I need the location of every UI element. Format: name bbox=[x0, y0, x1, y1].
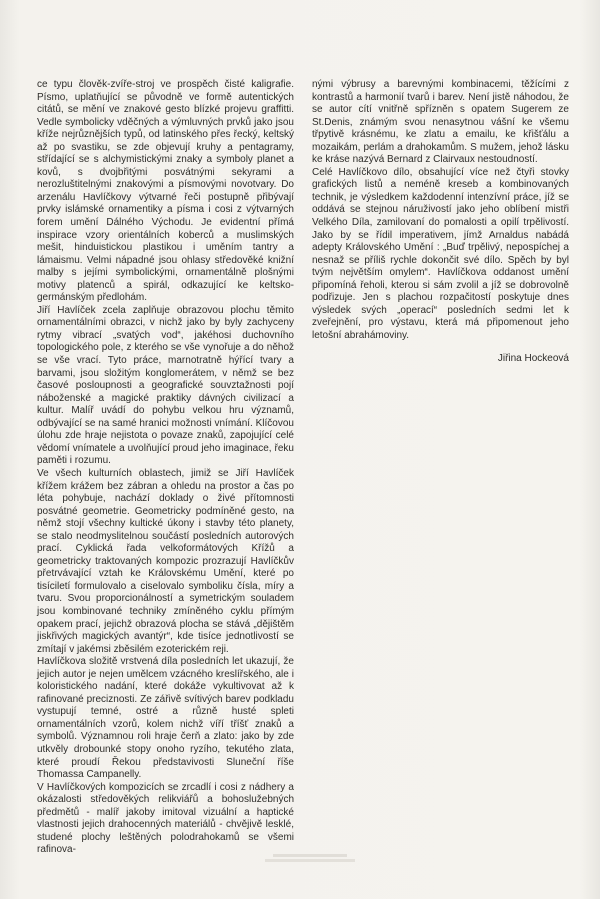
paragraph: nými výbrusy a barevnými kombinacemi, těžícími z kontrastů a harmonií tvarů i barev. Není jistě náhodou, že se autor cítí vnitřně spřízněn s opatem Sugerem ze St.Denis, známým svou nenasytnou vášní ke všemu třpytivě krásnému, ke zlatu a emailu, ke křišťálu a mozaikám, perlám a drahokamům. S mužem, jehož lásku ke kráse nazývá Bernard z Clairvaux nestoudností. bbox=[312, 79, 569, 166]
paragraph: ce typu člověk-zvíře-stroj ve prospěch čisté kaligrafie. Písmo, uplatňující se původně ve formě autentických citátů, se mění ve znakové gesto blízké projevu graffitti. Vedle symbolicky vděčných a výmluvných prvků jako jsou kříže nejrůznějších typů, od latinského přes řecký, keltský až po svastiku, se zde objevují kruhy a pentagramy, střídající se s alchymistickými znaky a symboly planet a kovů, s dvojbřitými posvátnými sekyrami a nerozluštitelnými znakovými a písmovými novotvary. Do arzenálu Havlíčkovy výtvarné řeči postupně přibývají prvky islámské ornamentiky a písma i cosi z výtvarných forem umění Dálného Východu. Je evidentní přímá inspirace vzory orientálních koberců a muslimských mešit, hinduistickou plastikou i uměním tantry a lámaismu. Velmi nápadné jsou ohlasy středověké knižní malby s jejími symbolickými, ornamentálně plošnými motivy platenců a spirál, odkazující ke keltsko-germánským předlohám. bbox=[37, 79, 294, 304]
faint-footer-print bbox=[265, 852, 355, 864]
right-text-column bbox=[312, 79, 569, 366]
author-signature: Jiřina Hockeová bbox=[497, 353, 569, 365]
left-text-column bbox=[37, 79, 294, 857]
paragraph: V Havlíčkových kompozicích se zrcadlí i cosi z nádhery a okázalosti středověkých relikviářů a bohoslužebných předmětů - malíř jakoby imitoval vizuální a haptické vlastnosti jejich drahocenných materiálů - chvějivě lesklé, studené plochy leštěných polodrahokamů se všemi rafinova- bbox=[37, 781, 294, 856]
paragraph: Jiří Havlíček zcela zaplňuje obrazovou plochu těmito ornamentálními obrazci, v nichž jako by byly zachyceny rytmy vibrací „svatých vod“, jakéhosi duchovního topologického pole, z kterého se vše vynořuje a do něhož se vše vrací. Tyto práce, marnotratně hýřící tvary a barvami, jsou složitým konglomerátem, v němž se bez časové posloupnosti a geografické souvztažnosti pojí náboženské a magické praktiky dávných civilizací a kultur. Malíř uvádí do pohybu velkou hru významů, odbývající se na samé hranici možnosti vnímání. Klíčovou úlohu zde hraje nejistota o povaze znaků, zapojující celé vědomí vnímatele a uvolňující proud jeho imaginace, řeku paměti i rozumu. bbox=[37, 304, 294, 467]
paragraph: Celé Havlíčkovo dílo, obsahující více než čtyři stovky grafických listů a neméně kreseb a kombinovaných technik, je výsledkem každodenní intenzívní práce, jíž se oddává se stejnou náruživostí jako jeho oblíbení mistři Velkého Díla, zamilovaní do pomalosti a opilí trpělivostí. Jako by se řídil imperativem, jímž Arnaldus nabádá adepty Královského Umění : „Buď trpělivý, nepospíchej a nesnaž se příliš rychle dokončit své dílo. Spěch by byl tvým největším omylem“. Havlíčkova oddanost umění připomíná řeholi, kterou si sám zvolil a jíž se dobrovolně podřizuje. Jen s plachou rozpačitostí poskytuje dnes výsledek svých „operací“ posledních sedmi let k zveřejnění, pro výstavu, která má připomenout jeho letošní abrahámoviny. bbox=[312, 166, 569, 341]
paragraph: Ve všech kulturních oblastech, jimiž se Jiří Havlíček křížem krážem bez zábran a ohledu na prostor a čas po léta pohybuje, nachází doklady o živé přítomnosti posvátné geometrie. Geometricky podmíněné gesto, na němž stojí všechny kultické úkony i stavby této planety, se stalo neodmyslitelnou součástí posledních autorových prací. Cyklická řada velkoformátových Křížů a geometricky traktovaných kompozic prozrazují Havlíčkův přetrvávající vztah ke Královskému Umění, které po tisíciletí formulovalo a ciselovalo symboliku čísla, míry a tvaru. Svou proporcionálností a symetrickým souladem jsou kombinované techniky zmíněného cyklu přímým opakem prací, jejichž obrazová plocha se stává „dějištěm jiskřivých magických avantýr“, kde tisíce jednotlivostí se zmítají v jakémsi zběsilém ezoterickém reji. bbox=[37, 467, 294, 655]
paragraph: Havlíčkova složitě vrstvená díla posledních let ukazují, že jejich autor je nejen umělcem vzácného kreslířského, ale i koloristického nadání, které dokáže vykultivovat až k rafinované preciznosti. Ze zářivě svítivých barev podkladu vystupují temné, ostré a různě husté spleti ornamentálních vzorů, kolem nichž víří tříšť znaků a symbolů. Významnou roli hraje čerň a zlato: jako by zde utkvěly drobounké stopy onoho ryzího, tekutého zlata, které proudí Řekou představivosti Sluneční říše Thomassa Campanelly. bbox=[37, 656, 294, 781]
